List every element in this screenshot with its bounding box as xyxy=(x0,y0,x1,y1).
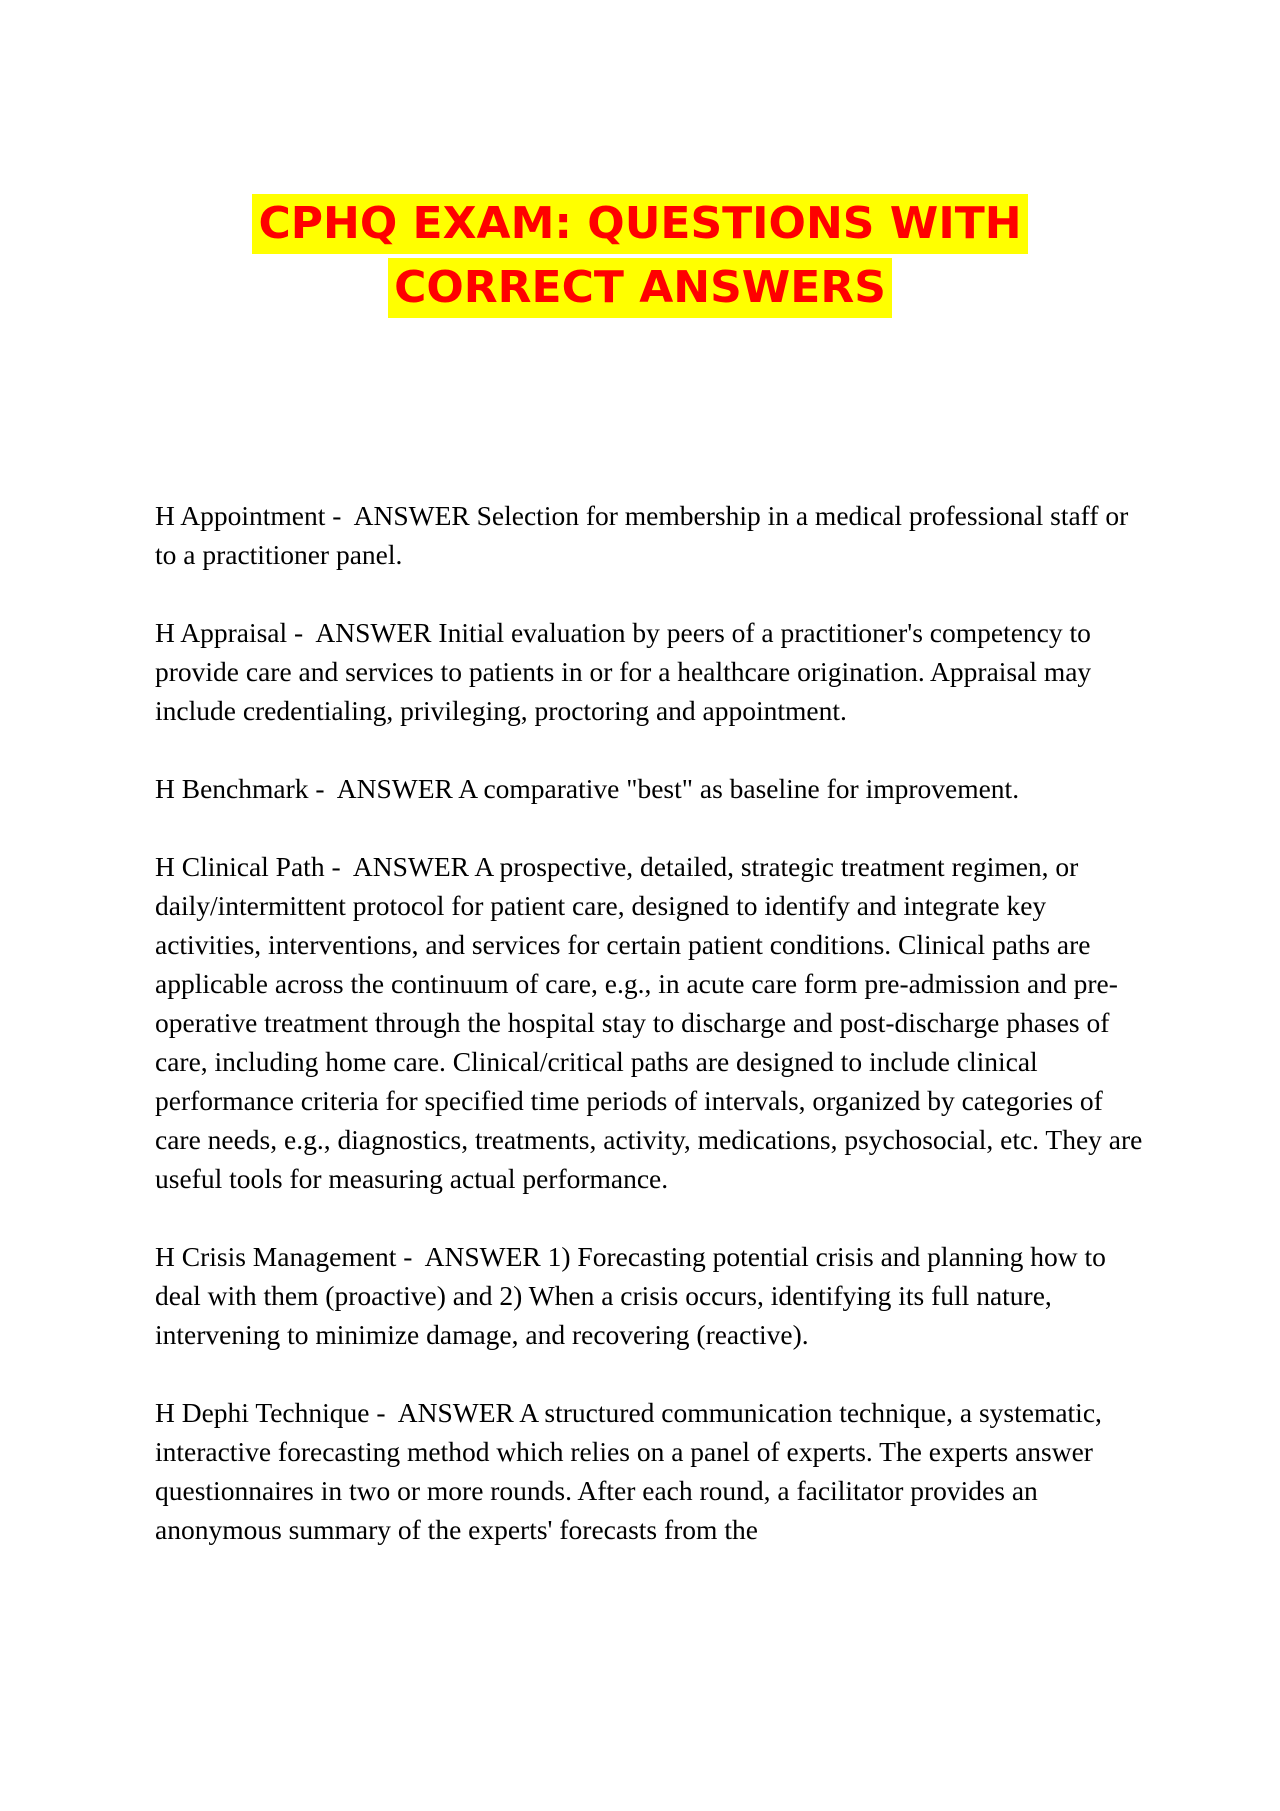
entry-term: H Appointment xyxy=(155,500,326,531)
document-title xyxy=(0,194,1280,322)
answer-label: ANSWER xyxy=(424,1241,541,1272)
qa-entry-appointment xyxy=(155,496,1145,574)
answer-label: ANSWER xyxy=(397,1397,514,1428)
title-line-wrap xyxy=(0,258,1280,322)
entry-term: H Clinical Path xyxy=(155,851,325,882)
entry-term: H Dephi Technique xyxy=(155,1397,370,1428)
answer-label: ANSWER xyxy=(315,617,432,648)
answer-label: ANSWER xyxy=(352,851,469,882)
entry-term: H Appraisal xyxy=(155,617,288,648)
answer-label: ANSWER xyxy=(353,500,470,531)
answer-text: Selection for membership in a medical professional staff or to a practitioner panel. xyxy=(155,500,1129,570)
entry-separator: - xyxy=(396,1241,425,1272)
answer-label: ANSWER xyxy=(336,773,453,804)
entry-separator: - xyxy=(325,500,354,531)
title-line-wrap xyxy=(0,194,1280,258)
answer-text: A prospective, detailed, strategic treatment regimen, or daily/intermittent protocol for patient care, designed to identify and integrate key activities, interventions, and services for certain patient conditions. Clinical paths are applicable across the continuum of care, e.g., in acute care form pre-admission and pre-operative treatment through the hospital stay to discharge and post-discharge phases of care, including home care. Clinical/critical paths are designed to include clinical performance criteria for specified time periods of intervals, organized by categories of care needs, e.g., diagnostics, treatments, activity, medications, psychosocial, etc. They are useful tools for measuring actual performance. xyxy=(155,851,1143,1194)
title-line-2: CORRECT ANSWERS xyxy=(388,258,892,318)
entry-separator: - xyxy=(308,773,337,804)
entry-separator: - xyxy=(369,1397,398,1428)
qa-entry-crisis-management xyxy=(155,1237,1145,1354)
qa-list xyxy=(155,496,1145,1588)
qa-entry-dephi-technique xyxy=(155,1393,1145,1549)
qa-entry-appraisal xyxy=(155,613,1145,730)
answer-text: Initial evaluation by peers of a practitioner's competency to provide care and services to patients in or for a healthcare origination. Appraisal may include credentialing, privileging, proctoring and appointment. xyxy=(155,617,1092,726)
entry-separator: - xyxy=(324,851,353,882)
entry-term: H Crisis Management xyxy=(155,1241,397,1272)
title-line-1: CPHQ EXAM: QUESTIONS WITH xyxy=(252,194,1027,254)
qa-entry-clinical-path xyxy=(155,847,1145,1198)
qa-entry-benchmark xyxy=(155,769,1145,808)
answer-text: A structured communication technique, a systematic, interactive forecasting method which relies on a panel of experts. The experts answer questionnaires in two or more rounds. After each round, a facilitator provides an anonymous summary of the experts' forecasts from the xyxy=(155,1397,1102,1545)
entry-term: H Benchmark xyxy=(155,773,309,804)
entry-separator: - xyxy=(287,617,316,648)
answer-text: 1) Forecasting potential crisis and planning how to deal with them (proactive) and 2) When a crisis occurs, identifying its full nature, intervening to minimize damage, and recovering (reactive). xyxy=(155,1241,1106,1350)
answer-text: A comparative "best" as baseline for improvement. xyxy=(452,773,1020,804)
